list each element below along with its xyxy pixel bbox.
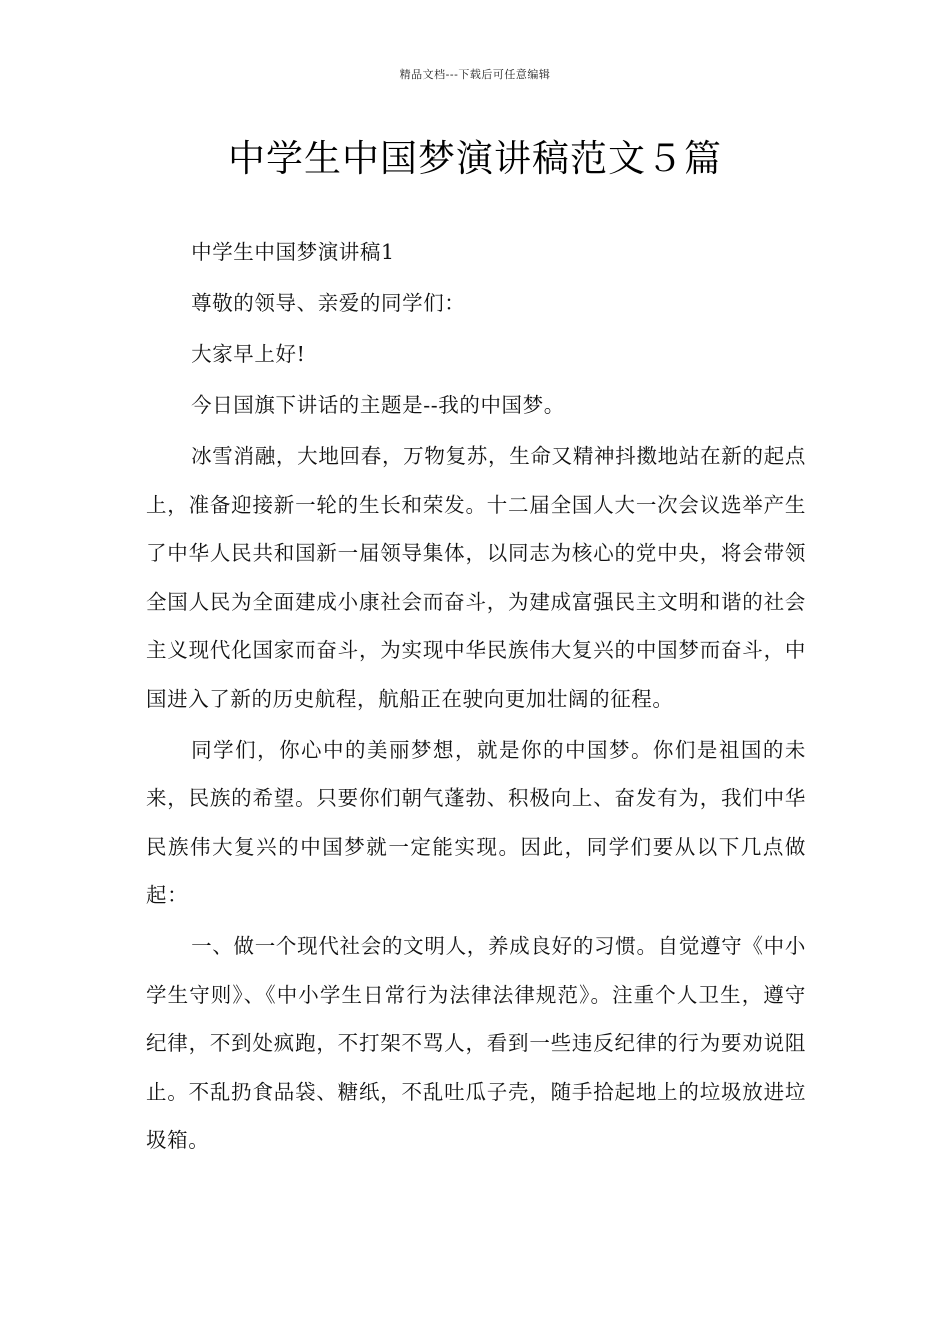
speech-subtitle: 中学生中国梦演讲稿1 xyxy=(191,240,395,264)
topic-line: 今日国旗下讲话的主题是--我的中国梦。 xyxy=(191,393,565,417)
header-note: 精品文档---下载后可任意编辑 xyxy=(399,68,551,81)
paragraph-intro: 冰雪消融，大地回春，万物复苏，生命又精神抖擞地站在新的起点上，准备迎接新一轮的生长和荣发。十二届全国人大一次会议选举产生了中华人民共和国新一届领导集体，以同志为核心的党中央，将会带领全国人民为全面建成小康社会而奋斗，为建成富强民主文明和谐的社会主义现代化国家而奋斗，为实现中华民族伟大复兴的中国梦而奋斗，中国进入了新的历史航程，航船正在驶向更加壮阔的征程。 xyxy=(146,444,806,711)
paragraph-point-one: 一、做一个现代社会的文明人，养成良好的习惯。自觉遵守《中小学生守则》、《中小学生日常行为法律法律规范》。注重个人卫生，遵守纪律，不到处疯跑，不打架不骂人，看到一些违反纪律的行为要劝说阻止。不乱扔食品袋、糖纸，不乱吐瓜子壳，随手拾起地上的垃圾放进垃圾箱。 xyxy=(146,934,806,1152)
document-body xyxy=(146,228,806,1167)
greeting: 大家早上好! xyxy=(191,342,306,366)
document-title: 中学生中国梦演讲稿范文５篇 xyxy=(228,137,722,180)
salutation: 尊敬的领导、亲爱的同学们： xyxy=(191,291,466,315)
paragraph-dream: 同学们，你心中的美丽梦想，就是你的中国梦。你们是祖国的未来，民族的希望。只要你们朝气蓬勃、积极向上、奋发有为，我们中华民族伟大复兴的中国梦就一定能实现。因此，同学们要从以下几点做起： xyxy=(146,737,806,907)
